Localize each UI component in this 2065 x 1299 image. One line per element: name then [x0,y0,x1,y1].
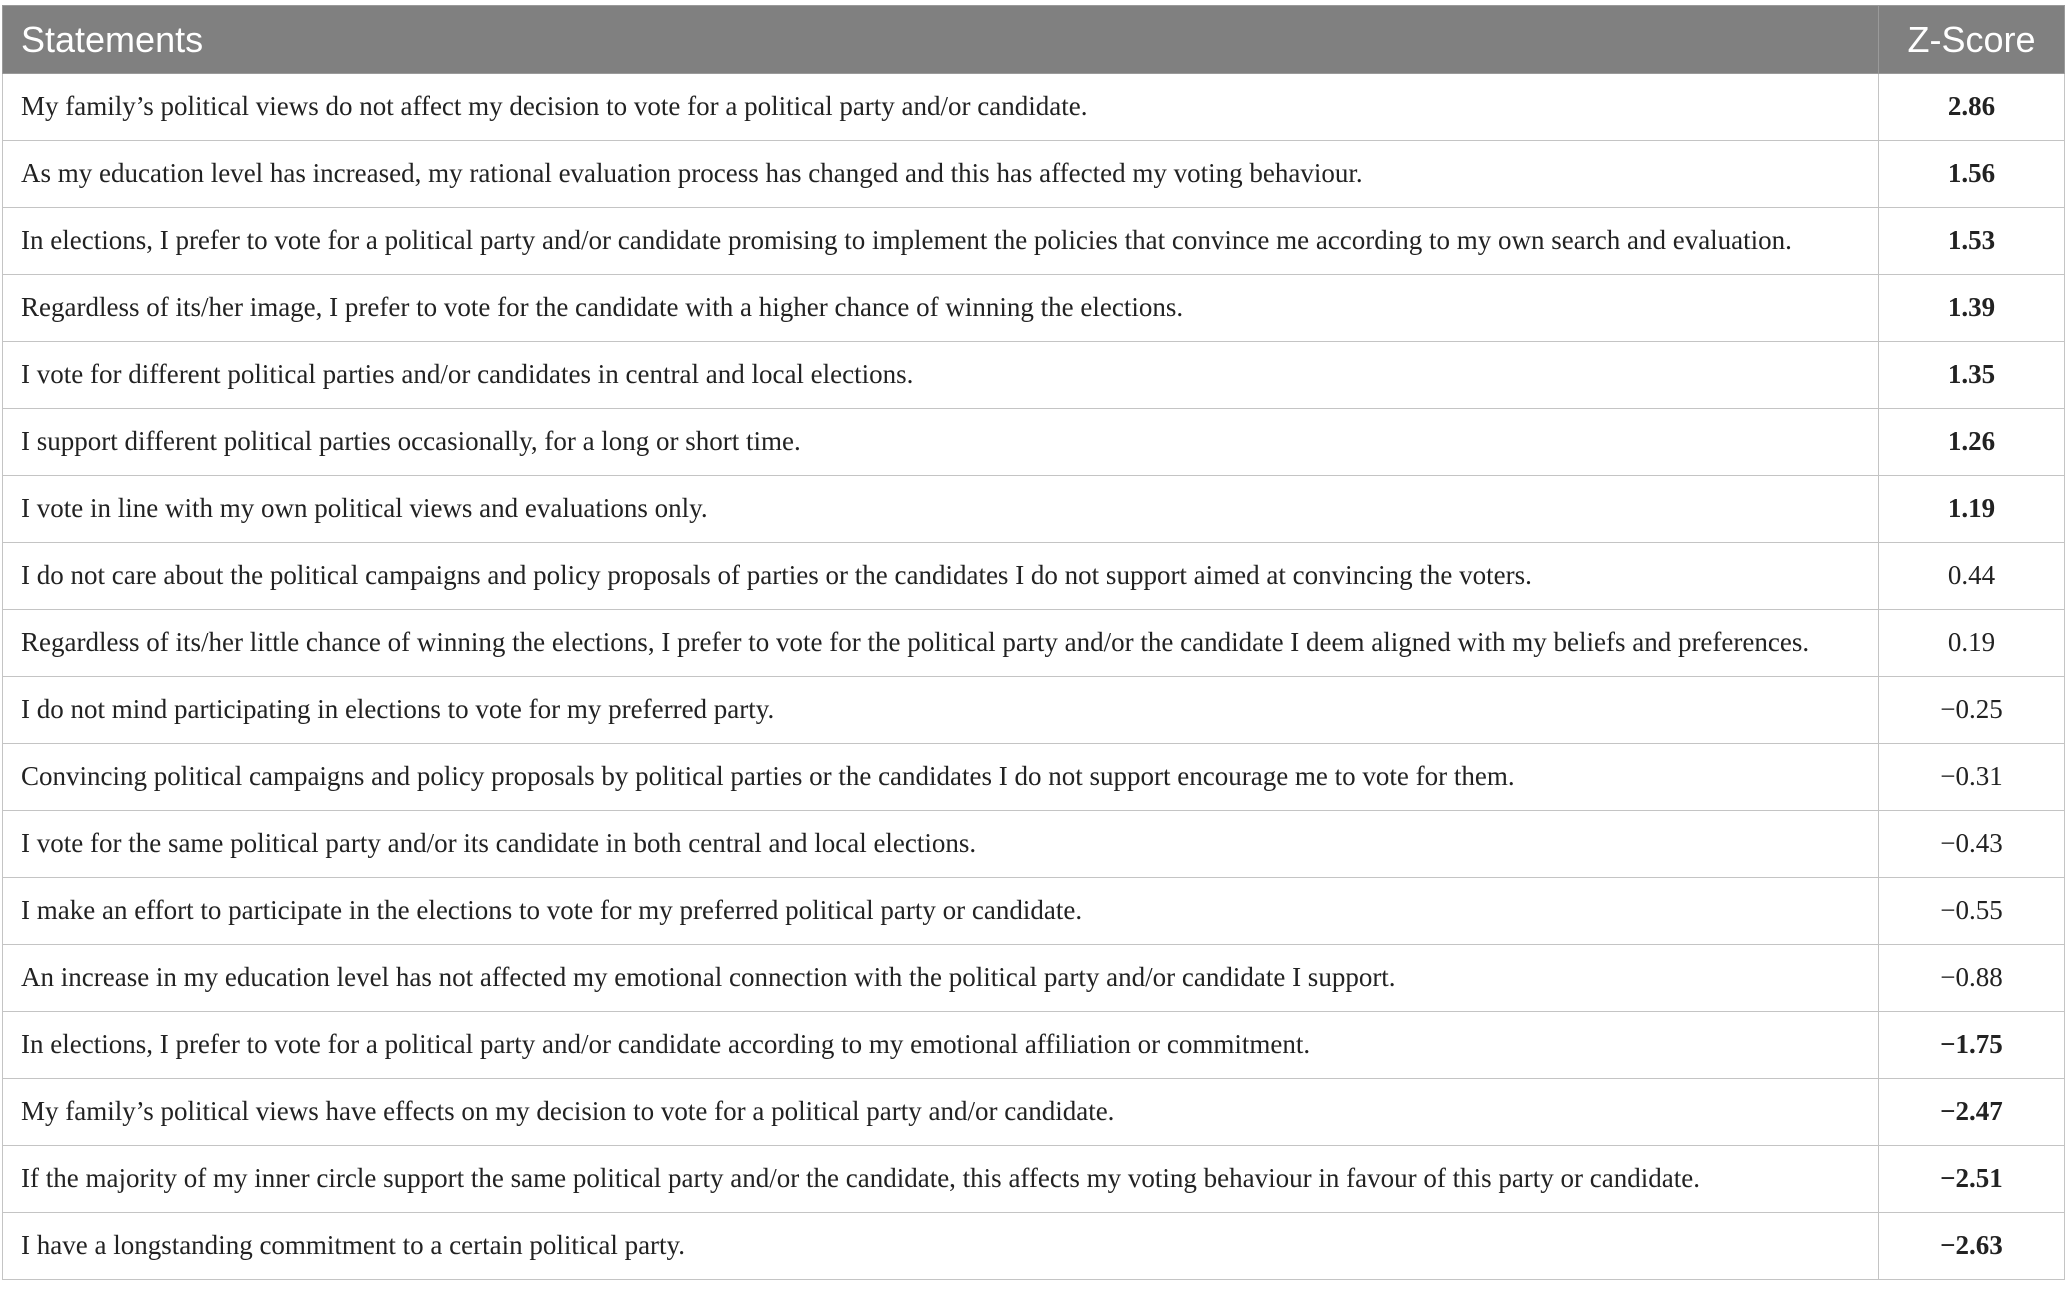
z-score-cell: 1.26 [1879,409,2065,476]
statement-cell: As my education level has increased, my rational evaluation process has changed and this has affected my voting behaviour. [3,141,1879,208]
z-score-cell: −0.31 [1879,744,2065,811]
statement-cell: My family’s political views have effects on my decision to vote for a political party and/or candidate. [3,1079,1879,1146]
statement-cell: I support different political parties occasionally, for a long or short time. [3,409,1879,476]
table-row [3,74,2065,141]
statement-cell: An increase in my education level has not affected my emotional connection with the political party and/or candidate I support. [3,945,1879,1012]
table-row [3,275,2065,342]
statement-cell: In elections, I prefer to vote for a political party and/or candidate promising to implement the policies that convince me according to my own search and evaluation. [3,208,1879,275]
statement-cell: Regardless of its/her image, I prefer to vote for the candidate with a higher chance of winning the elections. [3,275,1879,342]
zscore-table-container [2,5,2064,1280]
statement-cell: I vote in line with my own political views and evaluations only. [3,476,1879,543]
z-score-cell: −2.63 [1879,1213,2065,1280]
statement-cell: I do not mind participating in elections to vote for my preferred party. [3,677,1879,744]
header-z-score: Z-Score [1879,6,2065,74]
statement-cell: Convincing political campaigns and policy proposals by political parties or the candidates I do not support encourage me to vote for them. [3,744,1879,811]
table-row [3,1213,2065,1280]
table-row [3,945,2065,1012]
table-row [3,208,2065,275]
statement-cell: I make an effort to participate in the elections to vote for my preferred political party or candidate. [3,878,1879,945]
z-score-cell: 1.35 [1879,342,2065,409]
table-row [3,1079,2065,1146]
table-row [3,476,2065,543]
z-score-cell: −0.88 [1879,945,2065,1012]
statement-cell: Regardless of its/her little chance of winning the elections, I prefer to vote for the political party and/or the candidate I deem aligned with my beliefs and preferences. [3,610,1879,677]
statement-cell: If the majority of my inner circle support the same political party and/or the candidate, this affects my voting behaviour in favour of this party or candidate. [3,1146,1879,1213]
table-row [3,811,2065,878]
header-row [3,6,2065,74]
z-score-cell: 1.56 [1879,141,2065,208]
statement-cell: My family’s political views do not affect my decision to vote for a political party and/or candidate. [3,74,1879,141]
z-score-cell: −2.47 [1879,1079,2065,1146]
table-row [3,1012,2065,1079]
table-row [3,677,2065,744]
z-score-cell: −1.75 [1879,1012,2065,1079]
table-row [3,610,2065,677]
table-row [3,744,2065,811]
z-score-cell: 1.53 [1879,208,2065,275]
table-row [3,409,2065,476]
z-score-cell: 1.39 [1879,275,2065,342]
table-header [3,6,2065,74]
z-score-cell: −2.51 [1879,1146,2065,1213]
header-statements: Statements [3,6,1879,74]
zscore-table [2,5,2065,1280]
z-score-cell: 1.19 [1879,476,2065,543]
z-score-cell: −0.43 [1879,811,2065,878]
table-row [3,543,2065,610]
statement-cell: I vote for different political parties and/or candidates in central and local elections. [3,342,1879,409]
z-score-cell: 2.86 [1879,74,2065,141]
table-row [3,878,2065,945]
statement-cell: I vote for the same political party and/or its candidate in both central and local elections. [3,811,1879,878]
z-score-cell: −0.25 [1879,677,2065,744]
table-row [3,1146,2065,1213]
statement-cell: I have a longstanding commitment to a certain political party. [3,1213,1879,1280]
table-row [3,141,2065,208]
statement-cell: I do not care about the political campaigns and policy proposals of parties or the candidates I do not support aimed at convincing the voters. [3,543,1879,610]
z-score-cell: 0.44 [1879,543,2065,610]
z-score-cell: 0.19 [1879,610,2065,677]
statement-cell: In elections, I prefer to vote for a political party and/or candidate according to my emotional affiliation or commitment. [3,1012,1879,1079]
table-row [3,342,2065,409]
table-body [3,74,2065,1280]
z-score-cell: −0.55 [1879,878,2065,945]
